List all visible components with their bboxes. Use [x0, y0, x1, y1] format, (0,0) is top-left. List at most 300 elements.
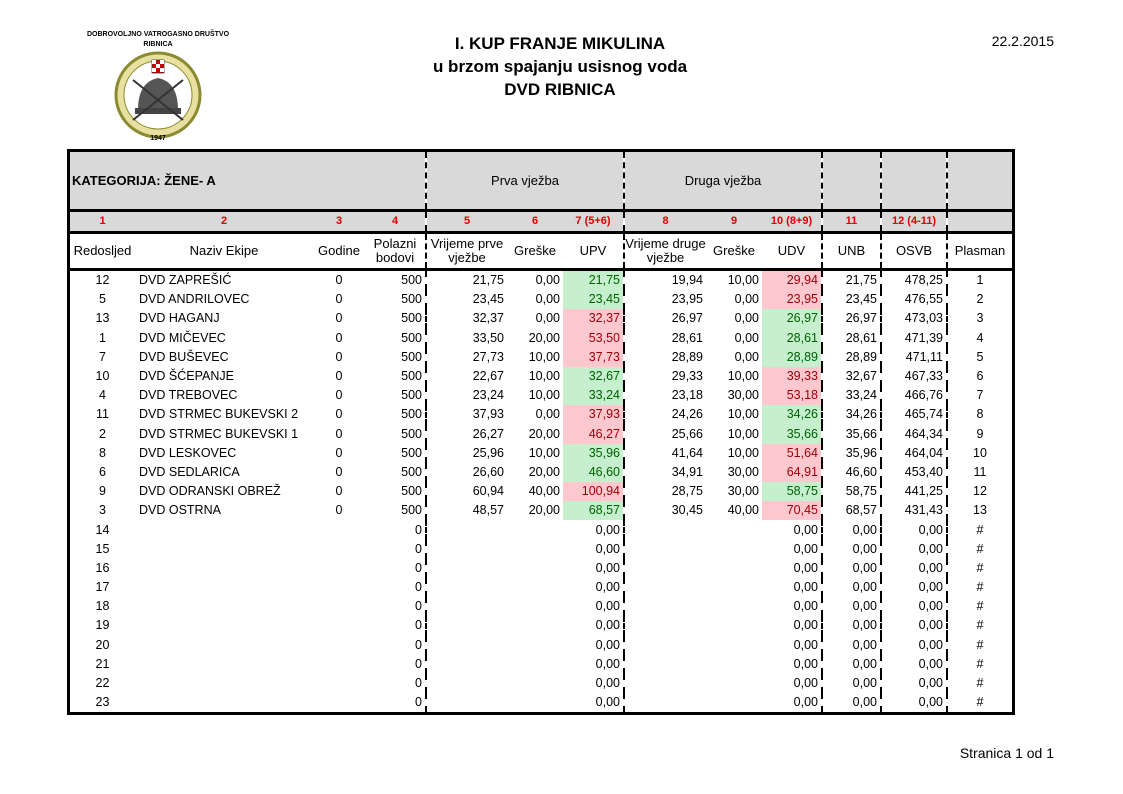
cell-starting-points: 500 [365, 463, 426, 482]
table-row [70, 655, 1012, 674]
cell-first-time [426, 693, 507, 712]
cell-udv: 28,89 [762, 348, 822, 367]
cell-first-time: 26,60 [472, 464, 504, 479]
cell-team-name: DVD MIČEVEC [139, 330, 226, 345]
cell-years [313, 520, 365, 539]
cell-second-time: 23,95 [671, 292, 703, 307]
cell-second-errors [706, 520, 762, 539]
cell-upv: 0,00 [563, 520, 624, 539]
cell-unb: 0,00 [822, 655, 881, 674]
cell-years: 0 [335, 503, 343, 518]
cell-team-name: DVD HAGANJ [139, 311, 220, 326]
cell-order: 18 [95, 599, 110, 614]
cell-placement: 7 [976, 388, 984, 403]
table-row [70, 597, 1012, 616]
cell-upv: 0,00 [563, 655, 624, 674]
cell-placement: # [976, 599, 984, 614]
cell-udv: 23,95 [762, 290, 822, 309]
cell-second-time: 28,75 [671, 484, 703, 499]
cell-unb: 28,89 [822, 348, 881, 367]
cell-years [313, 540, 365, 559]
document-date: 22.2.2015 [991, 33, 1054, 49]
cell-unb: 0,00 [822, 559, 881, 578]
cell-first-time: 27,73 [472, 349, 504, 364]
cell-order: 11 [96, 407, 109, 422]
cell-first-errors: 20,00 [528, 503, 560, 518]
cell-placement: 2 [976, 292, 984, 307]
cell-team-name [135, 578, 313, 597]
page-number: Stranica 1 od 1 [959, 745, 1054, 761]
cell-placement: # [976, 656, 984, 671]
cell-upv: 53,50 [563, 329, 624, 348]
cell-order: 22 [95, 676, 110, 691]
logo-year: 1947 [150, 135, 166, 142]
cell-second-time: 26,97 [671, 311, 703, 326]
column-number: 10 (8+9) [762, 211, 822, 233]
cell-second-time: 30,45 [671, 503, 703, 518]
cell-second-time [624, 559, 706, 578]
cell-team-name: DVD TREBOVEC [139, 388, 238, 403]
cell-osvb: 0,00 [881, 674, 947, 693]
cell-placement: 10 [973, 445, 987, 460]
cell-team-name: DVD STRMEC BUKEVSKI 2 [139, 407, 299, 422]
cell-first-time: 23,45 [472, 292, 504, 307]
cell-osvb: 476,55 [881, 290, 947, 309]
column-header-second-time: Vrijeme druge vježbe [624, 233, 706, 270]
cell-order: 5 [99, 292, 106, 307]
cell-placement: 4 [976, 330, 984, 345]
cell-second-errors: 0,00 [734, 330, 759, 345]
cell-second-errors [706, 693, 762, 712]
cell-placement: # [976, 676, 984, 691]
cell-team-name: DVD SEDLARICA [139, 464, 240, 479]
column-number: 8 [624, 211, 706, 233]
cell-years: 0 [335, 273, 343, 288]
cell-osvb: 467,33 [881, 367, 947, 386]
cell-team-name: DVD BUŠEVEC [139, 349, 229, 364]
cell-starting-points: 0 [365, 578, 426, 597]
cell-upv: 0,00 [563, 540, 624, 559]
cell-first-time: 22,67 [472, 369, 504, 384]
cell-second-errors [706, 616, 762, 635]
cell-order: 21 [95, 656, 110, 671]
cell-second-errors [706, 674, 762, 693]
cell-first-time [426, 520, 507, 539]
cell-second-time [624, 674, 706, 693]
cell-second-errors: 30,00 [727, 484, 759, 499]
cell-udv: 0,00 [762, 655, 822, 674]
column-number: 3 [313, 211, 365, 233]
table-row [70, 367, 1012, 386]
cell-years: 0 [335, 349, 343, 364]
cell-udv: 29,94 [762, 270, 822, 291]
cell-second-time [624, 655, 706, 674]
cell-team-name [135, 559, 313, 578]
cell-second-time: 28,61 [671, 330, 703, 345]
cell-osvb: 0,00 [881, 616, 947, 635]
group-second-exercise: Druga vježba [624, 152, 822, 211]
cell-second-time [624, 636, 706, 655]
cell-placement: 9 [976, 426, 984, 441]
results-table [67, 149, 1015, 715]
cell-first-errors: 0,00 [535, 407, 560, 422]
cell-years [313, 655, 365, 674]
cell-years: 0 [335, 311, 343, 326]
cell-second-time: 25,66 [671, 426, 703, 441]
cell-second-time [624, 520, 706, 539]
cell-first-time: 32,37 [472, 311, 504, 326]
cell-years: 0 [335, 464, 343, 479]
column-number: 4 [365, 211, 426, 233]
cell-second-time: 28,89 [671, 349, 703, 364]
cell-osvb: 464,34 [881, 425, 947, 444]
cell-udv: 26,97 [762, 309, 822, 328]
column-number: 2 [135, 211, 313, 233]
cell-order: 15 [95, 541, 110, 556]
cell-placement: # [976, 522, 984, 537]
cell-second-errors: 40,00 [727, 503, 759, 518]
org-line-1: DOBROVOLJNO VATROGASNO DRUŠTVO [86, 31, 230, 38]
cell-starting-points: 0 [365, 520, 426, 539]
cell-order: 7 [99, 349, 106, 364]
cell-udv: 39,33 [762, 367, 822, 386]
table-row [70, 386, 1012, 405]
cell-team-name [135, 540, 313, 559]
cell-udv: 58,75 [762, 482, 822, 501]
cell-first-time: 33,50 [472, 330, 504, 345]
cell-team-name: DVD ŠĆEPANJE [139, 369, 234, 384]
cell-first-time [426, 616, 507, 635]
cell-second-errors: 10,00 [727, 407, 759, 422]
cell-upv: 0,00 [563, 616, 624, 635]
cell-first-time [426, 636, 507, 655]
cell-first-errors: 20,00 [528, 330, 560, 345]
cell-unb: 35,96 [822, 444, 881, 463]
cell-first-time [426, 597, 507, 616]
cell-years [313, 578, 365, 597]
column-number: 1 [70, 211, 135, 233]
cell-udv: 0,00 [762, 693, 822, 712]
cell-first-errors: 10,00 [528, 369, 560, 384]
cell-order: 3 [99, 503, 106, 518]
cell-unb: 0,00 [822, 636, 881, 655]
cell-upv: 0,00 [563, 674, 624, 693]
cell-first-errors [507, 616, 563, 635]
org-line-2: RIBNICA [143, 41, 173, 48]
cell-unb: 32,67 [822, 367, 881, 386]
cell-first-errors: 0,00 [535, 311, 560, 326]
table-row [70, 444, 1012, 463]
cell-years: 0 [335, 369, 343, 384]
cell-years [313, 674, 365, 693]
cell-osvb: 441,25 [881, 482, 947, 501]
column-header-order: Redosljed [70, 233, 135, 270]
cell-order: 10 [95, 369, 110, 384]
cell-team-name: DVD ODRANSKI OBREŽ [139, 484, 281, 499]
cell-osvb: 0,00 [881, 655, 947, 674]
column-header-unb: UNB [822, 233, 881, 270]
cell-second-errors: 10,00 [727, 445, 759, 460]
table-row [70, 309, 1012, 328]
table-row [70, 290, 1012, 309]
cell-starting-points: 0 [365, 674, 426, 693]
cell-team-name: DVD ZAPREŠIĆ [139, 273, 232, 288]
cell-team-name: DVD STRMEC BUKEVSKI 1 [139, 426, 299, 441]
cell-placement: 11 [973, 464, 987, 479]
cell-order: 17 [95, 580, 110, 595]
cell-first-errors [507, 693, 563, 712]
cell-years: 0 [335, 388, 343, 403]
cell-unb: 0,00 [822, 616, 881, 635]
cell-upv: 0,00 [563, 693, 624, 712]
cell-osvb: 478,25 [881, 270, 947, 291]
title-line-3: DVD RIBNICA [504, 80, 616, 99]
column-header-upv: UPV [563, 233, 624, 270]
cell-first-errors: 0,00 [535, 273, 560, 288]
cell-second-errors: 10,00 [727, 369, 759, 384]
cell-second-errors [706, 559, 762, 578]
table-row [70, 674, 1012, 693]
cell-upv: 32,37 [563, 309, 624, 328]
cell-osvb: 0,00 [881, 636, 947, 655]
cell-first-time: 25,96 [472, 445, 504, 460]
column-number [947, 211, 1012, 233]
cell-starting-points: 500 [365, 329, 426, 348]
column-number: 9 [706, 211, 762, 233]
empty-group-cell [881, 152, 947, 211]
cell-upv: 35,96 [563, 444, 624, 463]
cell-starting-points: 0 [365, 540, 426, 559]
cell-starting-points: 0 [365, 597, 426, 616]
cell-udv: 34,26 [762, 405, 822, 424]
cell-years: 0 [335, 445, 343, 460]
cell-unb: 0,00 [822, 674, 881, 693]
cell-team-name: DVD LESKOVEC [139, 445, 237, 460]
cell-osvb: 0,00 [881, 559, 947, 578]
cell-upv: 23,45 [563, 290, 624, 309]
cell-upv: 0,00 [563, 597, 624, 616]
cell-placement: 12 [973, 484, 987, 499]
table-row [70, 348, 1012, 367]
cell-upv: 37,93 [563, 405, 624, 424]
group-first-exercise: Prva vježba [426, 152, 624, 211]
cell-udv: 64,91 [762, 463, 822, 482]
cell-placement: # [976, 580, 984, 595]
cell-second-errors: 0,00 [734, 311, 759, 326]
firefighter-emblem-icon [113, 50, 203, 140]
cell-starting-points: 500 [365, 425, 426, 444]
cell-placement: # [976, 560, 984, 575]
cell-second-errors [706, 597, 762, 616]
cell-order: 20 [95, 637, 110, 652]
cell-team-name [135, 655, 313, 674]
cell-unb: 0,00 [822, 540, 881, 559]
cell-unb: 58,75 [822, 482, 881, 501]
cell-placement: 13 [973, 503, 987, 518]
cell-osvb: 0,00 [881, 597, 947, 616]
cell-first-time: 48,57 [472, 503, 504, 518]
table-row [70, 463, 1012, 482]
cell-second-errors [706, 636, 762, 655]
cell-starting-points: 500 [365, 386, 426, 405]
cell-first-errors: 10,00 [528, 349, 560, 364]
cell-team-name: DVD ANDRILOVEC [139, 292, 250, 307]
table-row [70, 616, 1012, 635]
cell-years: 0 [335, 484, 343, 499]
category-label: KATEGORIJA: ŽENE- A [70, 152, 426, 211]
cell-second-time [624, 578, 706, 597]
cell-placement: 5 [976, 349, 984, 364]
cell-second-time: 34,91 [671, 464, 703, 479]
cell-years [313, 636, 365, 655]
cell-upv: 37,73 [563, 348, 624, 367]
column-number-row [70, 211, 1012, 233]
cell-unb: 21,75 [822, 270, 881, 291]
column-header-team-name: Naziv Ekipe [135, 233, 313, 270]
cell-unb: 0,00 [822, 578, 881, 597]
cell-first-errors: 40,00 [528, 484, 560, 499]
cell-first-time: 21,75 [472, 273, 504, 288]
cell-starting-points: 0 [365, 636, 426, 655]
cell-years: 0 [335, 292, 343, 307]
cell-udv: 0,00 [762, 559, 822, 578]
table-row [70, 540, 1012, 559]
cell-years [313, 597, 365, 616]
cell-upv: 0,00 [563, 636, 624, 655]
cell-team-name [135, 674, 313, 693]
cell-unb: 0,00 [822, 597, 881, 616]
cell-first-errors [507, 655, 563, 674]
table-row [70, 693, 1012, 712]
column-number: 7 (5+6) [563, 211, 624, 233]
cell-placement: 8 [976, 407, 984, 422]
cell-years [313, 559, 365, 578]
column-header-first-errors: Greške [507, 233, 563, 270]
page-title [360, 32, 760, 101]
table-row [70, 425, 1012, 444]
cell-placement: # [976, 637, 984, 652]
cell-second-time: 23,18 [671, 388, 703, 403]
cell-starting-points: 500 [365, 348, 426, 367]
title-line-1: I. KUP FRANJE MIKULINA [454, 34, 666, 53]
cell-upv: 100,94 [563, 482, 624, 501]
column-header-placement: Plasman [947, 233, 1012, 270]
title-line-2: u brzom spajanju usisnog voda [432, 57, 688, 76]
cell-starting-points: 500 [365, 367, 426, 386]
cell-first-time [426, 559, 507, 578]
cell-first-time [426, 655, 507, 674]
cell-second-time: 24,26 [671, 407, 703, 422]
cell-first-errors [507, 578, 563, 597]
cell-years [313, 616, 365, 635]
cell-order: 8 [99, 445, 106, 460]
cell-udv: 0,00 [762, 616, 822, 635]
cell-placement: 6 [976, 369, 984, 384]
cell-order: 4 [99, 388, 106, 403]
cell-first-errors: 20,00 [528, 426, 560, 441]
cell-second-time [624, 693, 706, 712]
cell-osvb: 431,43 [881, 501, 947, 520]
cell-team-name [135, 616, 313, 635]
cell-second-errors [706, 578, 762, 597]
cell-placement: 1 [976, 273, 984, 288]
cell-unb: 0,00 [822, 693, 881, 712]
column-header-first-time: Vrijeme prve vježbe [426, 233, 507, 270]
cell-starting-points: 500 [365, 501, 426, 520]
table-row [70, 520, 1012, 539]
table-row [70, 501, 1012, 520]
cell-udv: 28,61 [762, 329, 822, 348]
column-header-udv: UDV [762, 233, 822, 270]
cell-first-errors: 10,00 [528, 388, 560, 403]
table-row [70, 405, 1012, 424]
cell-starting-points: 0 [365, 693, 426, 712]
cell-order: 2 [99, 426, 106, 441]
cell-udv: 0,00 [762, 540, 822, 559]
column-number: 6 [507, 211, 563, 233]
cell-first-time: 26,27 [472, 426, 504, 441]
cell-order: 13 [95, 311, 110, 326]
cell-team-name: DVD OSTRNA [139, 503, 221, 518]
cell-order: 23 [95, 695, 110, 710]
cell-years [313, 693, 365, 712]
cell-years: 0 [335, 330, 343, 345]
cell-order: 14 [95, 522, 110, 537]
cell-team-name [135, 636, 313, 655]
cell-udv: 53,18 [762, 386, 822, 405]
cell-udv: 0,00 [762, 520, 822, 539]
cell-first-errors [507, 559, 563, 578]
cell-starting-points: 0 [365, 559, 426, 578]
cell-second-time: 41,64 [671, 445, 703, 460]
cell-starting-points: 500 [365, 290, 426, 309]
cell-first-errors [507, 674, 563, 693]
cell-second-time: 29,33 [671, 369, 703, 384]
cell-starting-points: 500 [365, 405, 426, 424]
cell-second-errors: 10,00 [727, 426, 759, 441]
cell-unb: 26,97 [822, 309, 881, 328]
cell-second-errors: 30,00 [727, 388, 759, 403]
cell-udv: 70,45 [762, 501, 822, 520]
cell-unb: 33,24 [822, 386, 881, 405]
cell-second-errors: 0,00 [734, 292, 759, 307]
cell-starting-points: 500 [365, 444, 426, 463]
cell-osvb: 0,00 [881, 520, 947, 539]
cell-order: 9 [99, 484, 106, 499]
cell-udv: 0,00 [762, 597, 822, 616]
cell-second-errors: 0,00 [734, 349, 759, 364]
cell-osvb: 471,39 [881, 329, 947, 348]
cell-unb: 28,61 [822, 329, 881, 348]
cell-placement: # [976, 618, 984, 633]
cell-first-errors [507, 540, 563, 559]
cell-osvb: 471,11 [881, 348, 947, 367]
table-row [70, 578, 1012, 597]
table-row [70, 559, 1012, 578]
cell-osvb: 0,00 [881, 693, 947, 712]
cell-first-errors: 0,00 [535, 292, 560, 307]
cell-first-time: 23,24 [472, 388, 504, 403]
column-header-second-errors: Greške [706, 233, 762, 270]
cell-starting-points: 500 [365, 309, 426, 328]
cell-upv: 21,75 [563, 270, 624, 291]
cell-upv: 33,24 [563, 386, 624, 405]
cell-osvb: 466,76 [881, 386, 947, 405]
cell-team-name [135, 693, 313, 712]
table-row [70, 270, 1012, 291]
cell-first-errors: 10,00 [528, 445, 560, 460]
cell-osvb: 453,40 [881, 463, 947, 482]
